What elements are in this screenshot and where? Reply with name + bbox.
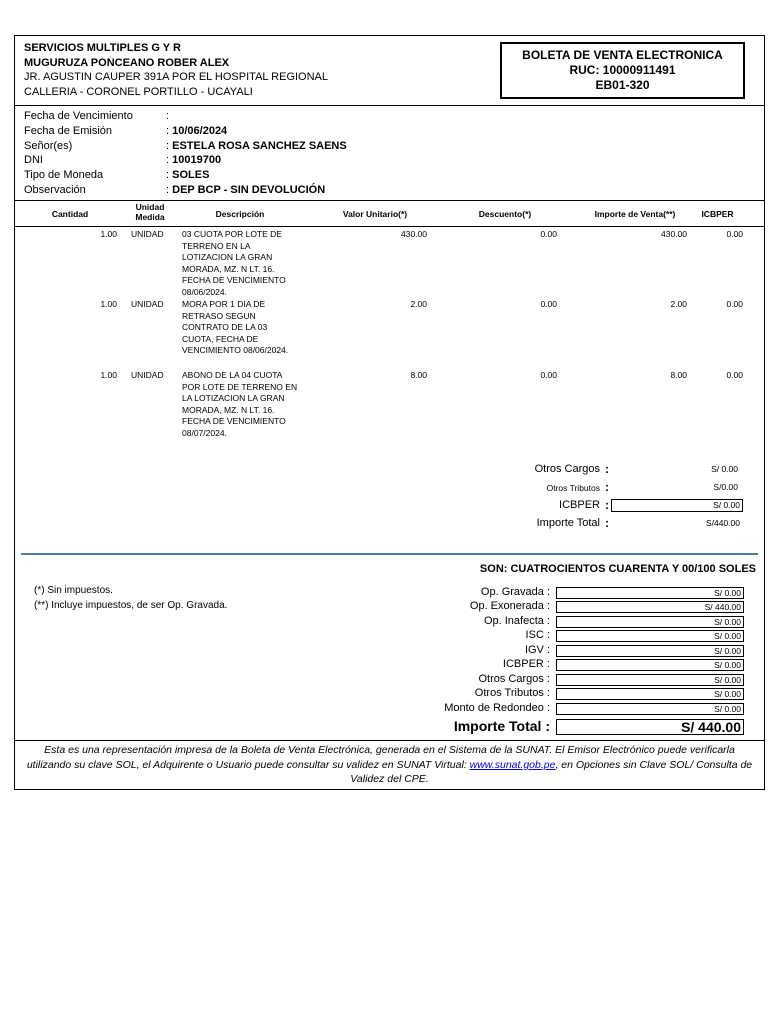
colon: :	[605, 516, 609, 530]
info-value: DEP BCP - SIN DEVOLUCIÓN	[172, 183, 326, 196]
otros-cargos-value: S/ 0.00	[711, 464, 738, 474]
col-header-unidad: Unidad Medida	[135, 202, 165, 222]
info-value: 10/06/2024	[172, 124, 228, 137]
info-label: DNI	[24, 154, 43, 167]
note-item: (**) Incluye impuestos, de ser Op. Gravada.	[34, 599, 228, 611]
summary-label: Monto de Redondeo :	[444, 702, 550, 714]
table-cell-importe: 8.00	[670, 370, 687, 380]
table-cell-importe: 2.00	[670, 299, 687, 309]
icbper-label: ICBPER	[559, 499, 600, 511]
summary-label: Otros Cargos :	[478, 673, 550, 685]
table-cell-unidad: UNIDAD	[131, 299, 164, 309]
info-label: Señor(es)	[24, 139, 73, 152]
otros-cargos-label: Otros Cargos	[534, 463, 600, 475]
section-divider	[21, 553, 758, 555]
summary-total-value: S/ 440.00	[556, 719, 744, 735]
summary-label: ICBPER :	[502, 658, 550, 670]
col-header-descuento: Descuento(*)	[478, 209, 532, 219]
info-value: SOLES	[172, 169, 210, 182]
otros-tributos-label: Otros Tributos	[546, 483, 600, 493]
document-type: BOLETA DE VENTA ELECTRONICA	[522, 48, 723, 62]
summary-value-box: S/ 440.00	[556, 601, 744, 613]
colon: :	[605, 480, 609, 494]
summary-label: Op. Inafecta :	[483, 615, 550, 627]
note-item: (*) Sin impuestos.	[34, 585, 113, 596]
table-cell-valor-unitario: 8.00	[410, 370, 427, 380]
issuer-address-line2: CALLERIA - CORONEL PORTILLO - UCAYALI	[24, 85, 253, 98]
info-value: 10019700	[172, 154, 222, 167]
summary-value-box: S/ 0.00	[556, 659, 744, 671]
desc-separator	[302, 226, 428, 227]
table-cell-valor-unitario: 430.00	[401, 229, 427, 239]
info-row: Observación : DEP BCP - SIN DEVOLUCIÓN	[24, 183, 326, 196]
icbper-value-box: S/ 0.00	[611, 499, 743, 512]
table-cell-cantidad: 1.00	[100, 370, 117, 380]
table-cell-descripcion: ABONO DE LA 04 CUOTA POR LOTE DE TERRENO EN LA LOTIZACION LA GRAN MORADA, MZ. N LT. 16. FECHA DE VENCIMIENTO 08/07/2024.	[182, 370, 298, 438]
table-cell-valor-unitario: 2.00	[410, 299, 427, 309]
table-cell-icbper: 0.00	[726, 229, 743, 239]
info-row: DNI : 10019700	[24, 154, 222, 167]
info-label: Fecha de Vencimiento	[24, 110, 133, 122]
notes-block	[34, 584, 227, 613]
summary-value-box: S/ 0.00	[556, 674, 744, 686]
colon: :	[605, 498, 609, 512]
summary-value-box: S/ 0.00	[556, 587, 744, 599]
table-cell-unidad: UNIDAD	[131, 370, 164, 380]
table-cell-cantidad: 1.00	[100, 229, 117, 239]
summary-label: IGV :	[524, 644, 550, 656]
info-row: Fecha de Vencimiento :	[24, 110, 173, 122]
table-cell-descuento: 0.00	[540, 229, 557, 239]
summary-value-box: S/ 0.00	[556, 645, 744, 657]
table-top-divider	[15, 200, 764, 201]
info-row: Señor(es) : ESTELA ROSA SANCHEZ SAENS	[24, 139, 347, 152]
col-header-importe: Importe de Venta(**)	[594, 209, 676, 219]
summary-label: Op. Exonerada :	[469, 600, 550, 612]
table-cell-unidad: UNIDAD	[131, 229, 164, 239]
colon: :	[605, 462, 609, 476]
summary-value-box: S/ 0.00	[556, 688, 744, 700]
header-divider	[15, 105, 764, 106]
invoice-document	[14, 35, 765, 790]
issuer-block	[24, 41, 328, 99]
table-cell-cantidad: 1.00	[100, 299, 117, 309]
col-header-icbper: ICBPER	[701, 209, 734, 219]
table-cell-icbper: 0.00	[726, 370, 743, 380]
amount-in-words: SON: CUATROCIENTOS CUARENTA Y 00/100 SOLES	[479, 563, 756, 575]
table-cell-descripcion: 03 CUOTA POR LOTE DE TERRENO EN LA LOTIZACION LA GRAN MORADA, MZ. N LT. 16. FECHA DE VENCIMIENTO 08/06/2024.	[182, 229, 286, 297]
info-row: Tipo de Moneda : SOLES	[24, 169, 210, 182]
table-cell-descuento: 0.00	[540, 299, 557, 309]
footer-legal-text	[21, 743, 758, 787]
summary-label: Op. Gravada :	[480, 586, 550, 598]
issuer-name: SERVICIOS MULTIPLES G Y R	[24, 42, 181, 54]
footer-text: Esta es una representación impresa de la Boleta de Venta Electrónica, generada en el Sistema de la SUNAT. El Emisor Electrónico puede verificarla utilizando su clave SOL, el Adquirente o Usuario puede consultar su validez en SUNAT Virtual:	[26, 744, 735, 771]
col-header-cantidad: Cantidad	[51, 209, 89, 219]
info-label: Tipo de Moneda	[24, 169, 104, 182]
footer-text: , en Opciones sin Clave SOL/ Consulta de Validez del CPE.	[350, 758, 753, 785]
table-cell-descuento: 0.00	[540, 370, 557, 380]
summary-label: ISC :	[525, 629, 550, 641]
info-label: Fecha de Emisión	[24, 124, 113, 137]
document-id-box	[500, 42, 745, 99]
importe-total-label: Importe Total	[536, 517, 600, 529]
summary-value-box: S/ 0.00	[556, 703, 744, 715]
summary-total-label: Importe Total :	[453, 718, 550, 734]
col-header-valor-unitario: Valor Unitario(*)	[342, 209, 408, 219]
issuer-owner: MUGURUZA PONCEANO ROBER ALEX	[24, 56, 230, 69]
col-header-descripcion: Descripción	[215, 209, 265, 219]
table-cell-descripcion: MORA POR 1 DIA DE RETRASO SEGUN CONTRATO DE LA 03 CUOTA, FECHA DE VENCIMIENTO 08/06/2024.	[182, 299, 289, 356]
table-cell-icbper: 0.00	[726, 299, 743, 309]
document-ruc: RUC: 10000911491	[569, 63, 676, 77]
customer-info	[24, 109, 347, 198]
otros-tributos-value: S/0.00	[713, 482, 738, 492]
summary-value-box: S/ 0.00	[556, 630, 744, 642]
summary-label: Otros Tributos :	[474, 687, 550, 699]
info-label: Observación	[24, 183, 86, 196]
issuer-address-line1: JR. AGUSTIN CAUPER 391A POR EL HOSPITAL REGIONAL	[24, 71, 329, 83]
footer-divider	[15, 740, 764, 741]
table-cell-importe: 430.00	[661, 229, 687, 239]
importe-total-value: S/440.00	[705, 518, 740, 528]
document-number: EB01-320	[595, 78, 650, 92]
info-row: Fecha de Emisión : 10/06/2024	[24, 124, 228, 137]
summary-value-box: S/ 0.00	[556, 616, 744, 628]
info-value: ESTELA ROSA SANCHEZ SAENS	[172, 139, 347, 152]
sunat-link[interactable]: www.sunat.gob.pe	[469, 758, 556, 771]
